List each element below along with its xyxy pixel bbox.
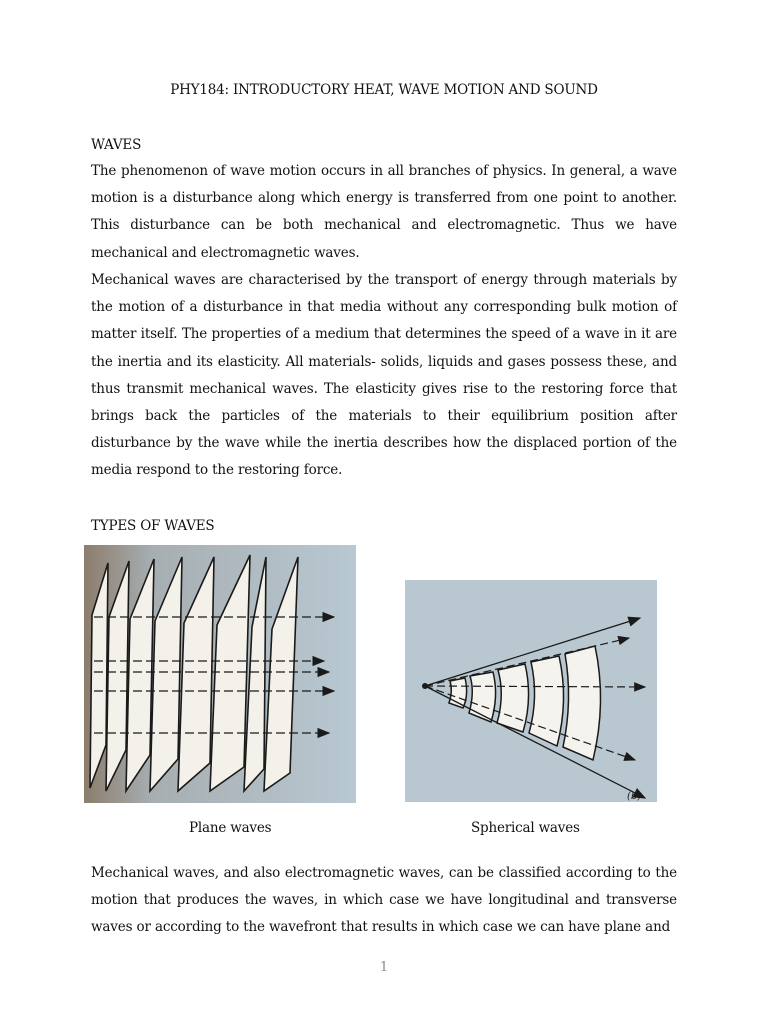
section-heading-types: TYPES OF WAVES	[91, 518, 215, 534]
paragraph-3: Mechanical waves, and also electromagnetic waves, can be classified according to the motion that produces the waves, in which case we have longitudinal and transverse waves or according to the wavefront that results in which case we can have plane and	[91, 865, 677, 936]
plane-waves-figure	[84, 545, 356, 803]
caption-plane-waves: Plane waves	[189, 820, 272, 836]
paragraph-2: Mechanical waves are characterised by the transport of energy through materials by the motion of a disturbance in that media without any corresponding bulk motion of matter itself. The properties of a medium that determines the speed of a wave in it are the inertia and its elasticity. All materials- solids, liquids and gases possess these, and thus transmit mechanical waves. The elasticity gives rise to the restoring force that brings back the particles of the materials to their equilibrium position after disturbance by the wave while the inertia describes how the displaced portion of the media respond to the restoring force.	[91, 272, 677, 479]
spherical-waves-figure	[405, 580, 657, 802]
section-heading-waves: WAVES	[91, 137, 142, 153]
page-number: 1	[379, 960, 389, 975]
page-title: PHY184: INTRODUCTORY HEAT, WAVE MOTION AND SOUND	[170, 82, 598, 98]
figure-sublabel: (b)	[627, 791, 642, 802]
paragraph-1: The phenomenon of wave motion occurs in all branches of physics. In general, a wave motion is a disturbance along which energy is transferred from one point to another. This disturbance can be both mechanical and electromagnetic. Thus we have mechanical and electromagnetic waves.	[91, 163, 677, 261]
caption-spherical-waves: Spherical waves	[471, 820, 580, 836]
